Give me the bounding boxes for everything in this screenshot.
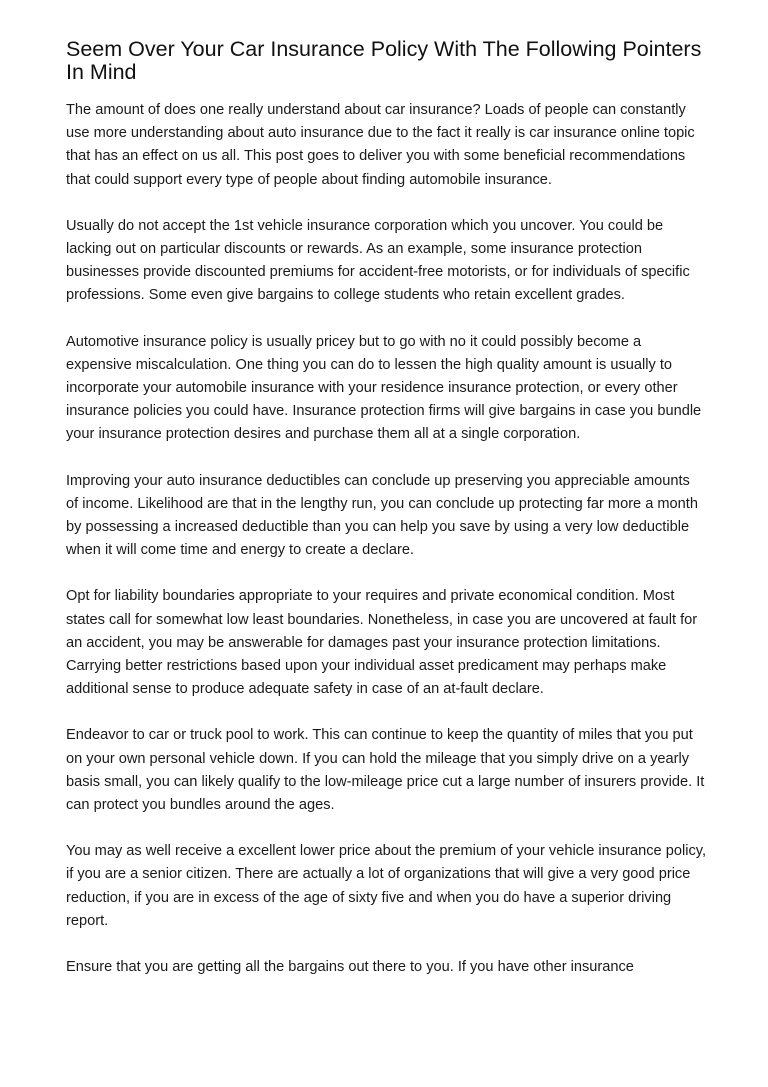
document-page — [66, 38, 706, 1002]
paragraph-6: Endeavor to car or truck pool to work. This can continue to keep the quantity of miles that you put on your own personal vehicle down. If you can hold the mileage that you simply drive on a yearly basis small, you can likely qualify to the low-mileage price cut a large number of insurers provide. It can protect you bundles around the ages. — [66, 727, 705, 814]
paragraph-7: You may as well receive a excellent lower price about the premium of your vehicle insurance policy, if you are a senior citizen. There are actually a lot of organizations that will give a very good price reduction, if you are in excess of the age of sixty five and when you do have a superior driving report. — [66, 843, 707, 929]
paragraph-8: Ensure that you are getting all the bargains out there to you. If you have other insurance — [66, 959, 634, 976]
paragraph-2: Usually do not accept the 1st vehicle insurance corporation which you uncover. You could be lacking out on particular discounts or rewards. As an example, some insurance protection businesses provide discounted premiums for accident-free motorists, or for individuals of specific professions. Some even give bargains to college students who retain excellent grades. — [66, 217, 690, 304]
paragraph-4: Improving your auto insurance deductibles can conclude up preserving you appreciable amounts of income. Likelihood are that in the lengthy run, you can conclude up protecting far more a month by possessing a increased deductible than you can help you save by using a very low deductible when it will come time and energy to create a declare. — [66, 472, 698, 559]
paragraph-3: Automotive insurance policy is usually pricey but to go with no it could possibly become a expensive miscalculation. One thing you can do to lessen the high quality amount is usually to incorporate your automobile insurance with your residence insurance protection, or every other insurance policies you could have. Insurance protection firms will give bargains in case you bundle your insurance protection desires and purchase them all at a single corporation. — [66, 333, 702, 443]
paragraph-5: Opt for liability boundaries appropriate to your requires and private economical condition. Most states call for somewhat low least boundaries. Nonetheless, in case you are uncovered at fault for an accident, you may be answerable for damages past your insurance protection limitations. Carrying better restrictions based upon your individual asset predicament may perhaps make additional sense to produce adequate safety in case of an at-fault declare. — [66, 588, 698, 698]
paragraph-1: The amount of does one really understand about car insurance? Loads of people can constantly use more understanding about auto insurance due to the fact it really is car insurance online topic that has an effect on us all. This post goes to deliver you with some beneficial recommendations that could support every type of people about finding automobile insurance. — [66, 102, 695, 188]
document-title: Seem Over Your Car Insurance Policy With The Following Pointers In Mind — [66, 37, 702, 84]
